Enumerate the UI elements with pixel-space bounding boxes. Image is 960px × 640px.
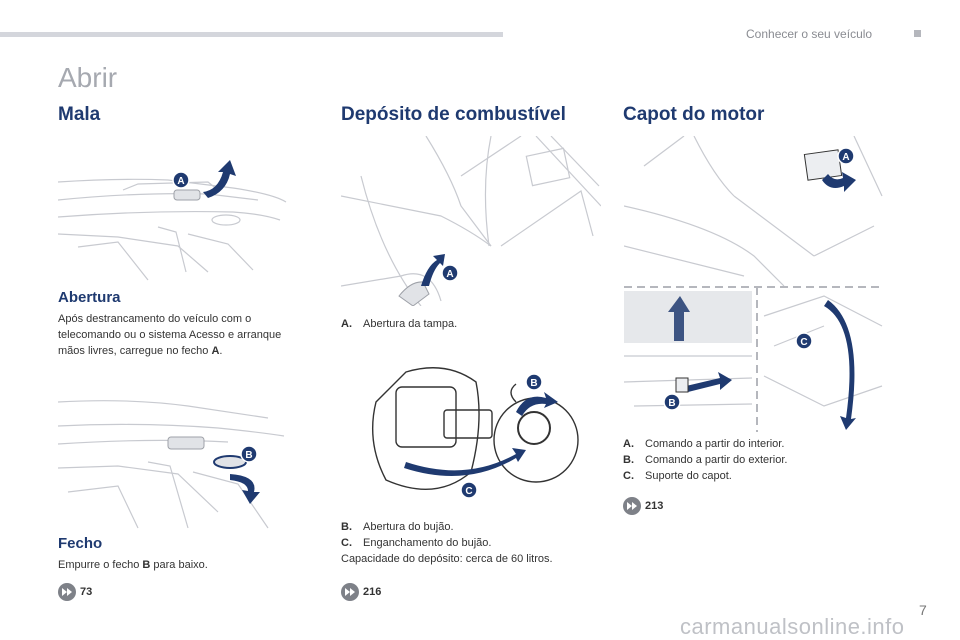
svg-text:A: A: [446, 269, 454, 280]
fuel-flap-caption: A. Abertura da tampa.: [341, 318, 458, 330]
page-reference-deposito[interactable]: 216: [341, 583, 381, 601]
trunk-open-illustration: [58, 142, 288, 282]
hood-interior-release-illustration: [624, 136, 884, 286]
callout-c: C: [465, 486, 473, 497]
svg-text:A: A: [842, 152, 850, 163]
fuel-cap-caption: B. Abertura do bujão. C. Enganchamento do bujão. Capacidade do depósito: cerca de 60 litros.: [341, 521, 553, 565]
abertura-text: Após destrancamento do veículo com o telecomando ou o sistema Acesso e arranque mãos livres, carregue no fecho A.: [58, 313, 282, 357]
page-reference-capot[interactable]: 213: [623, 497, 663, 515]
page-title: Abrir: [58, 62, 118, 93]
reference-arrow-icon: [341, 583, 359, 601]
fuel-cap-illustration: [366, 362, 586, 507]
reference-arrow-icon: [58, 583, 76, 601]
section-title-deposito: Depósito de combustível: [341, 104, 566, 125]
header-bar: [0, 32, 503, 37]
callout-a: A: [177, 176, 185, 187]
section-title-mala: Mala: [58, 104, 101, 125]
chapter-title: Conhecer o seu veículo: [746, 27, 873, 41]
header-marker: [914, 30, 921, 37]
subsection-title-fecho: Fecho: [58, 535, 103, 552]
hood-exterior-release-illustration: [624, 286, 884, 432]
watermark: carmanualsonline.info: [680, 614, 905, 639]
fecho-text: Empurre o fecho B para baixo.: [58, 559, 208, 571]
subsection-title-abertura: Abertura: [58, 289, 121, 306]
fuel-flap-illustration: [341, 136, 601, 306]
trunk-close-illustration: [58, 392, 288, 530]
page-number: 7: [919, 602, 927, 618]
svg-text:B: B: [668, 398, 676, 409]
callout-b: B: [245, 450, 253, 461]
page-reference-mala[interactable]: 73: [58, 583, 92, 601]
svg-text:B: B: [530, 378, 538, 389]
section-title-capot: Capot do motor: [623, 104, 765, 125]
reference-arrow-icon: [623, 497, 641, 515]
svg-text:C: C: [800, 337, 808, 348]
hood-caption: A. Comando a partir do interior. B. Comando a partir do exterior. C. Suporte do capot.: [623, 438, 788, 482]
